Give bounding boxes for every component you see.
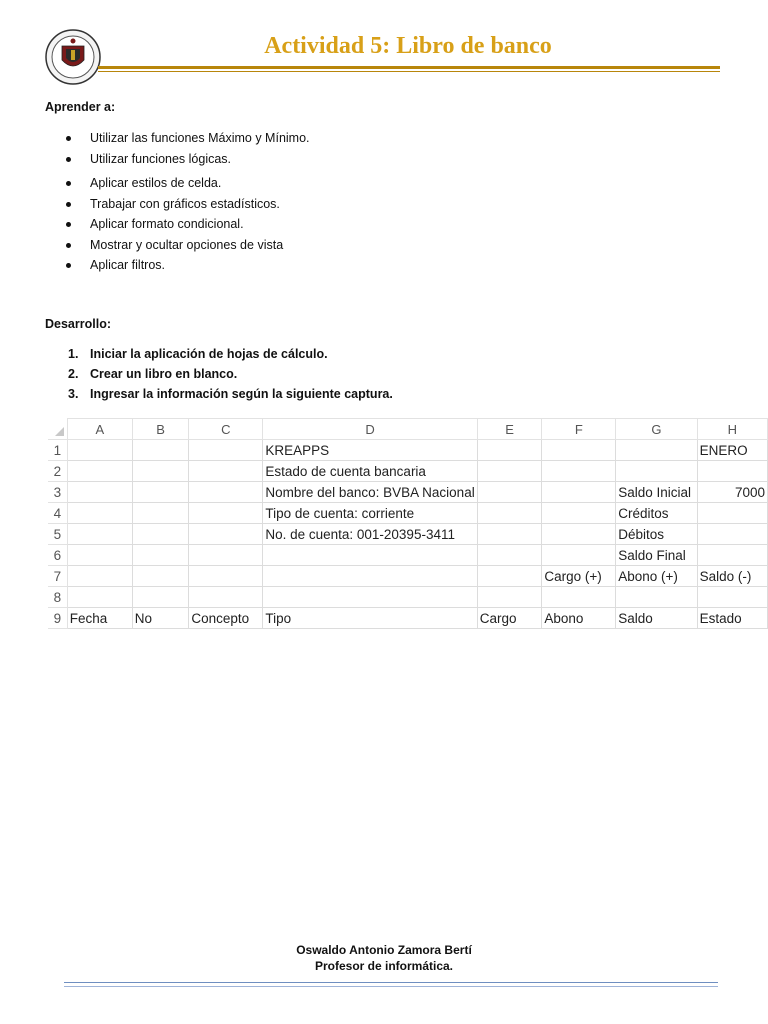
cell — [542, 524, 616, 545]
list-item: Aplicar estilos de celda. — [60, 173, 310, 194]
cell: ENERO — [697, 440, 767, 461]
page-title: Actividad 5: Libro de banco — [264, 33, 552, 59]
cell — [477, 482, 542, 503]
cell: 7000 — [697, 482, 767, 503]
author-role: Profesor de informática. — [314, 959, 454, 973]
column-header: B — [132, 419, 189, 440]
cell — [477, 545, 542, 566]
table-row — [48, 566, 768, 587]
header-rule — [98, 66, 720, 69]
cell — [189, 566, 263, 587]
aprender-heading: Aprender a: — [45, 100, 116, 114]
cell: Tipo de cuenta: corriente — [263, 503, 477, 524]
list-item: Utilizar funciones lógicas. — [60, 149, 310, 170]
cell — [132, 461, 189, 482]
cell — [542, 440, 616, 461]
column-header: A — [67, 419, 132, 440]
cell — [67, 587, 132, 608]
cell — [189, 587, 263, 608]
cell — [263, 545, 477, 566]
row-number: 8 — [48, 587, 67, 608]
cell — [477, 503, 542, 524]
cell — [477, 566, 542, 587]
cell — [67, 545, 132, 566]
cell: KREAPPS — [263, 440, 477, 461]
cell — [263, 587, 477, 608]
row-number: 9 — [48, 608, 67, 629]
cell — [67, 566, 132, 587]
header-rule-thin — [98, 71, 720, 72]
cell — [263, 566, 477, 587]
cell — [132, 587, 189, 608]
list-item: Trabajar con gráficos estadísticos. — [60, 194, 310, 215]
author-name: Oswaldo Antonio Zamora Bertí — [296, 943, 472, 957]
cell — [189, 461, 263, 482]
spreadsheet-capture — [48, 418, 768, 629]
cell: Abono (+) — [616, 566, 697, 587]
cell — [616, 440, 697, 461]
cell — [697, 545, 767, 566]
cell — [132, 566, 189, 587]
column-header: E — [477, 419, 542, 440]
cell — [616, 587, 697, 608]
cell: Concepto — [189, 608, 263, 629]
cell — [477, 587, 542, 608]
table-row — [48, 440, 768, 461]
cell: No. de cuenta: 001-20395-3411 — [263, 524, 477, 545]
row-number: 7 — [48, 566, 67, 587]
cell — [697, 587, 767, 608]
column-header: D — [263, 419, 477, 440]
table-row — [48, 482, 768, 503]
list-item: 1. Iniciar la aplicación de hojas de cálculo. — [68, 347, 328, 361]
cell — [132, 545, 189, 566]
cell — [542, 587, 616, 608]
cell — [542, 545, 616, 566]
select-all-corner — [48, 419, 67, 440]
cell — [67, 461, 132, 482]
list-item: Aplicar formato condicional. — [60, 214, 310, 235]
cell — [542, 503, 616, 524]
row-number: 6 — [48, 545, 67, 566]
cell — [67, 482, 132, 503]
cell — [477, 440, 542, 461]
cell — [132, 503, 189, 524]
cell — [189, 440, 263, 461]
table-row — [48, 503, 768, 524]
cell: Débitos — [616, 524, 697, 545]
cell — [132, 524, 189, 545]
cell — [132, 482, 189, 503]
table-row — [48, 587, 768, 608]
table-row — [48, 524, 768, 545]
list-item: Mostrar y ocultar opciones de vista — [60, 235, 310, 256]
list-item: 2. Crear un libro en blanco. — [68, 367, 238, 381]
cell — [477, 461, 542, 482]
row-number: 4 — [48, 503, 67, 524]
desarrollo-heading: Desarrollo: — [45, 317, 111, 331]
cell — [697, 461, 767, 482]
objectives-list — [60, 128, 310, 276]
cell: Saldo (-) — [697, 566, 767, 587]
column-header: G — [616, 419, 697, 440]
footer — [0, 942, 768, 974]
cell: Créditos — [616, 503, 697, 524]
cell — [189, 482, 263, 503]
cell: Tipo — [263, 608, 477, 629]
cell: Fecha — [67, 608, 132, 629]
list-item: Utilizar las funciones Máximo y Mínimo. — [60, 128, 310, 149]
cell: Cargo (+) — [542, 566, 616, 587]
cell: Estado de cuenta bancaria — [263, 461, 477, 482]
cell — [697, 503, 767, 524]
cell — [189, 503, 263, 524]
cell — [542, 482, 616, 503]
row-number: 1 — [48, 440, 67, 461]
cell — [542, 461, 616, 482]
column-header: H — [697, 419, 767, 440]
cell: Cargo — [477, 608, 542, 629]
cell — [132, 440, 189, 461]
table-row — [48, 545, 768, 566]
list-item: Aplicar filtros. — [60, 255, 310, 276]
footer-rule-thin — [64, 986, 718, 987]
cell: Saldo Inicial — [616, 482, 697, 503]
cell — [616, 461, 697, 482]
steps-list — [60, 344, 393, 404]
cell: Abono — [542, 608, 616, 629]
column-header: F — [542, 419, 616, 440]
cell — [697, 524, 767, 545]
table-row — [48, 461, 768, 482]
cell — [189, 545, 263, 566]
cell: No — [132, 608, 189, 629]
table-row — [48, 608, 768, 629]
cell: Estado — [697, 608, 767, 629]
cell — [67, 440, 132, 461]
cell — [189, 524, 263, 545]
cell — [67, 524, 132, 545]
page-header — [0, 0, 768, 90]
column-header-row — [48, 419, 768, 440]
cell: Saldo Final — [616, 545, 697, 566]
row-number: 5 — [48, 524, 67, 545]
cell: Saldo — [616, 608, 697, 629]
list-item: 3. Ingresar la información según la siguiente captura. — [68, 387, 393, 401]
cell — [67, 503, 132, 524]
column-header: C — [189, 419, 263, 440]
row-number: 3 — [48, 482, 67, 503]
row-number: 2 — [48, 461, 67, 482]
cell — [477, 524, 542, 545]
cell: Nombre del banco: BVBA Nacional — [263, 482, 477, 503]
footer-rule — [64, 982, 718, 983]
